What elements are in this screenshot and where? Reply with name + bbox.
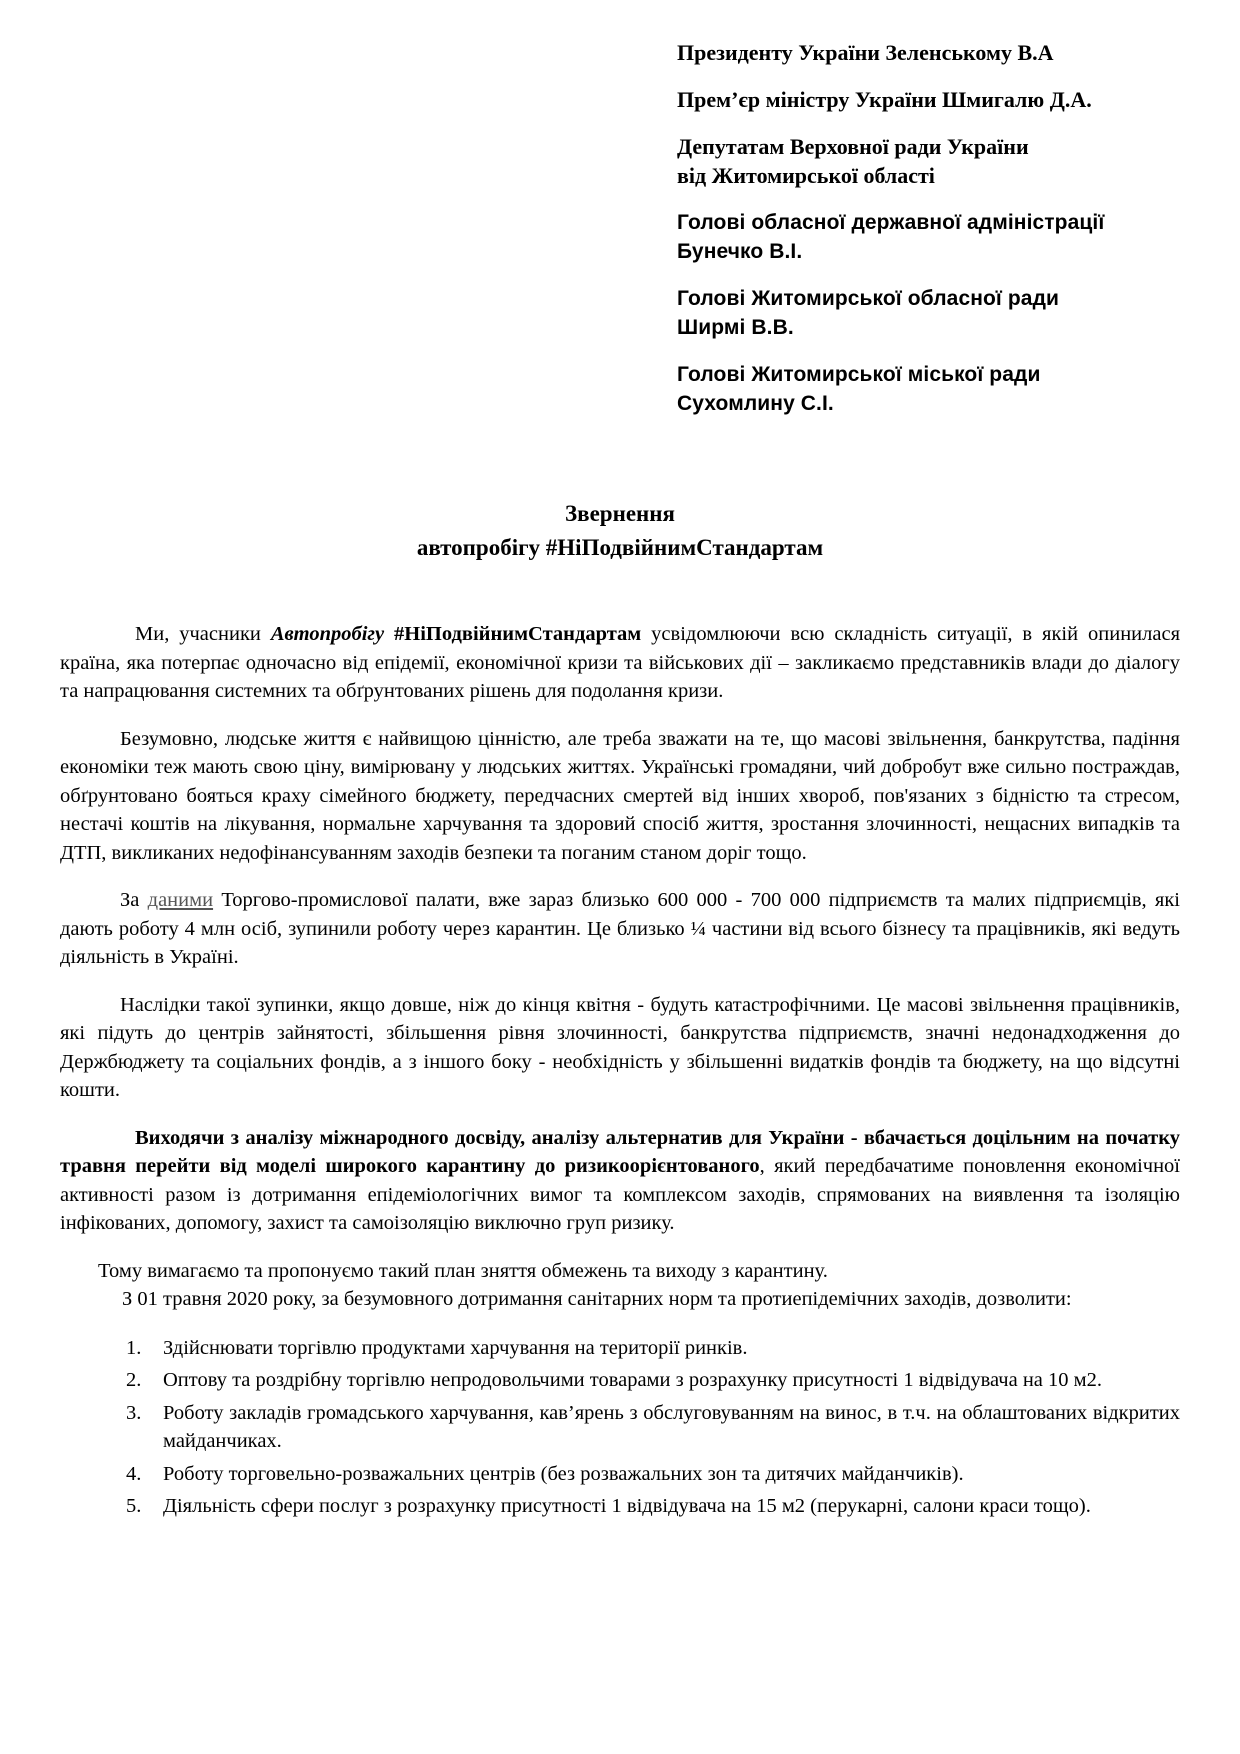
paragraph-proposal <box>60 1124 1180 1238</box>
addressee-city-council <box>677 360 1217 418</box>
addressee-line: Бунечко В.І. <box>677 240 803 263</box>
list-number: 5. <box>126 1495 142 1517</box>
paragraph-human-life: Безумовно, людське життя є найвищою цінністю, але треба зважати на те, що масові звільнення, банкрутства, падіння економіки теж мають свою ціну, вимірювану у людських життях. Українські громадяни, чий добробут вже сильно постраждав, обґрунтовано бояться краху сімейного бюджету, передчасних смертей від інших хвороб, пов'язаних з бідністю та стресом, нестачі коштів на лікування, нормальне харчування та здоровий спосіб життя, зростання злочинності, нещасних випадків та ДТП, викликаних недофінансуванням заходів безпеки та поганим станом доріг тощо. <box>60 727 1180 864</box>
paragraph-statistics <box>60 886 1180 972</box>
addressee-line: Депутатам Верховної ради України <box>677 134 1029 159</box>
addressee-line: Ширмі В.В. <box>677 316 794 339</box>
hashtag: #НіПодвійнимСтандартам <box>394 623 642 645</box>
document-body <box>60 620 1180 1525</box>
data-source-link[interactable]: даними <box>147 889 214 911</box>
measures-list <box>60 1334 1180 1521</box>
list-text: Роботу торговельно-розважальних центрів (без розважальних зон та дитячих майданчиків). <box>163 1462 964 1485</box>
addressee-president <box>677 38 1217 67</box>
list-number: 1. <box>126 1336 142 1359</box>
paragraph-consequences: Наслідки такої зупинки, якщо довше, ніж до кінця квітня - будуть катастрофічними. Це масові звільнення працівників, які підуть до центрів зайнятості, збільшення рівня злочинності, банкрутства підприємств, значні недонадходження до Держбюджету та соціальних фондів, а з іншого боку - необхідність у збільшенні видатків фондів та бюджету, на що відсутні кошти. <box>60 993 1180 1101</box>
list-item <box>126 1334 1180 1363</box>
addressee-line: Голові Житомирської міської ради <box>677 363 1041 386</box>
title-line-1: Звернення <box>565 501 675 526</box>
list-text: Оптову та роздрібну торгівлю непродовольчими товарами з розрахунку присутності 1 відвідувача на 10 м2. <box>163 1369 1102 1391</box>
addressee-line: Президенту України Зеленському В.А <box>677 40 1054 65</box>
list-text: Здійснювати торгівлю продуктами харчування на території ринків. <box>163 1336 748 1359</box>
list-text: Діяльність сфери послуг з розрахунку присутності 1 відвідувача на 15 м2 (перукарні, салони краси тощо). <box>163 1495 1091 1517</box>
paragraph-intro <box>60 620 1180 706</box>
emphasis-autorun: Автопробігу <box>270 623 385 645</box>
list-number: 2. <box>126 1369 142 1391</box>
addressee-block <box>677 38 1217 436</box>
text <box>384 623 394 645</box>
addressee-line: Прем’єр міністру України Шмигалю Д.А. <box>677 87 1092 112</box>
addressee-line: Голові Житомирської обласної ради <box>677 287 1060 310</box>
addressee-deputies <box>677 132 1217 190</box>
addressee-line: Сухомлину С.І. <box>677 392 834 415</box>
bold-proposal: Виходячи з аналізу міжнародного досвіду, аналізу альтернатив для України - вбачається доцільним на початку травня перейти від моделі широкого карантину до ризикоорієнтованого <box>60 1126 1180 1177</box>
addressee-regional-administration <box>677 208 1217 266</box>
text: Ми, учасники <box>135 623 271 645</box>
list-item <box>126 1460 1180 1489</box>
text: За <box>120 889 148 911</box>
text: Торгово-промислової палати, вже зараз близько 600 000 - 700 000 підприємств та малих підприємців, які дають роботу 4 млн осіб, зупинили роботу через карантин. Це близько ¼ частини від всього бізнесу та працівників, які ведуть діяльність в Україні. <box>60 889 1180 968</box>
addressee-line: від Житомирської області <box>677 163 935 188</box>
text: , який передбачатиме поновлення економічної активності разом із дотримання епідеміологічних вимог та комплексом заходів, спрямованих на виявлення та ізоляцію інфікованих, допомогу, захист та самоізоляцію виключно груп ризику. <box>60 1155 1180 1234</box>
paragraph-allow: З 01 травня 2020 року, за безумовного дотримання санітарних норм та протиепідемічних заходів, дозволити: <box>122 1288 1072 1310</box>
addressee-regional-council <box>677 284 1217 342</box>
list-text: Роботу закладів громадського харчування, кав’ярень з обслуговуванням на винос, в т.ч. на облаштованих відкритих майданчиках. <box>163 1401 1180 1452</box>
addressee-line: Голові обласної державної адміністрації <box>677 211 1105 234</box>
paragraph-demand: Тому вимагаємо та пропонуємо такий план зняття обмежень та виходу з карантину. <box>98 1259 828 1282</box>
text: усвідомлюючи всю складність ситуації, в якій опинилася країна, яка потерпає одночасно від епідемії, економічної кризи та військових дії – закликаємо представників влади до діалогу та напрацювання системних та обґрунтованих рішень для подолання кризи. <box>60 623 1181 702</box>
list-number: 3. <box>126 1401 142 1424</box>
list-item <box>126 1492 1180 1521</box>
title-line-2: автопробігу #НіПодвійнимСтандартам <box>416 535 824 560</box>
list-item <box>126 1366 1180 1395</box>
list-number: 4. <box>126 1462 142 1485</box>
document-title <box>0 497 1240 565</box>
list-item <box>126 1399 1180 1456</box>
addressee-prime-minister <box>677 85 1217 114</box>
